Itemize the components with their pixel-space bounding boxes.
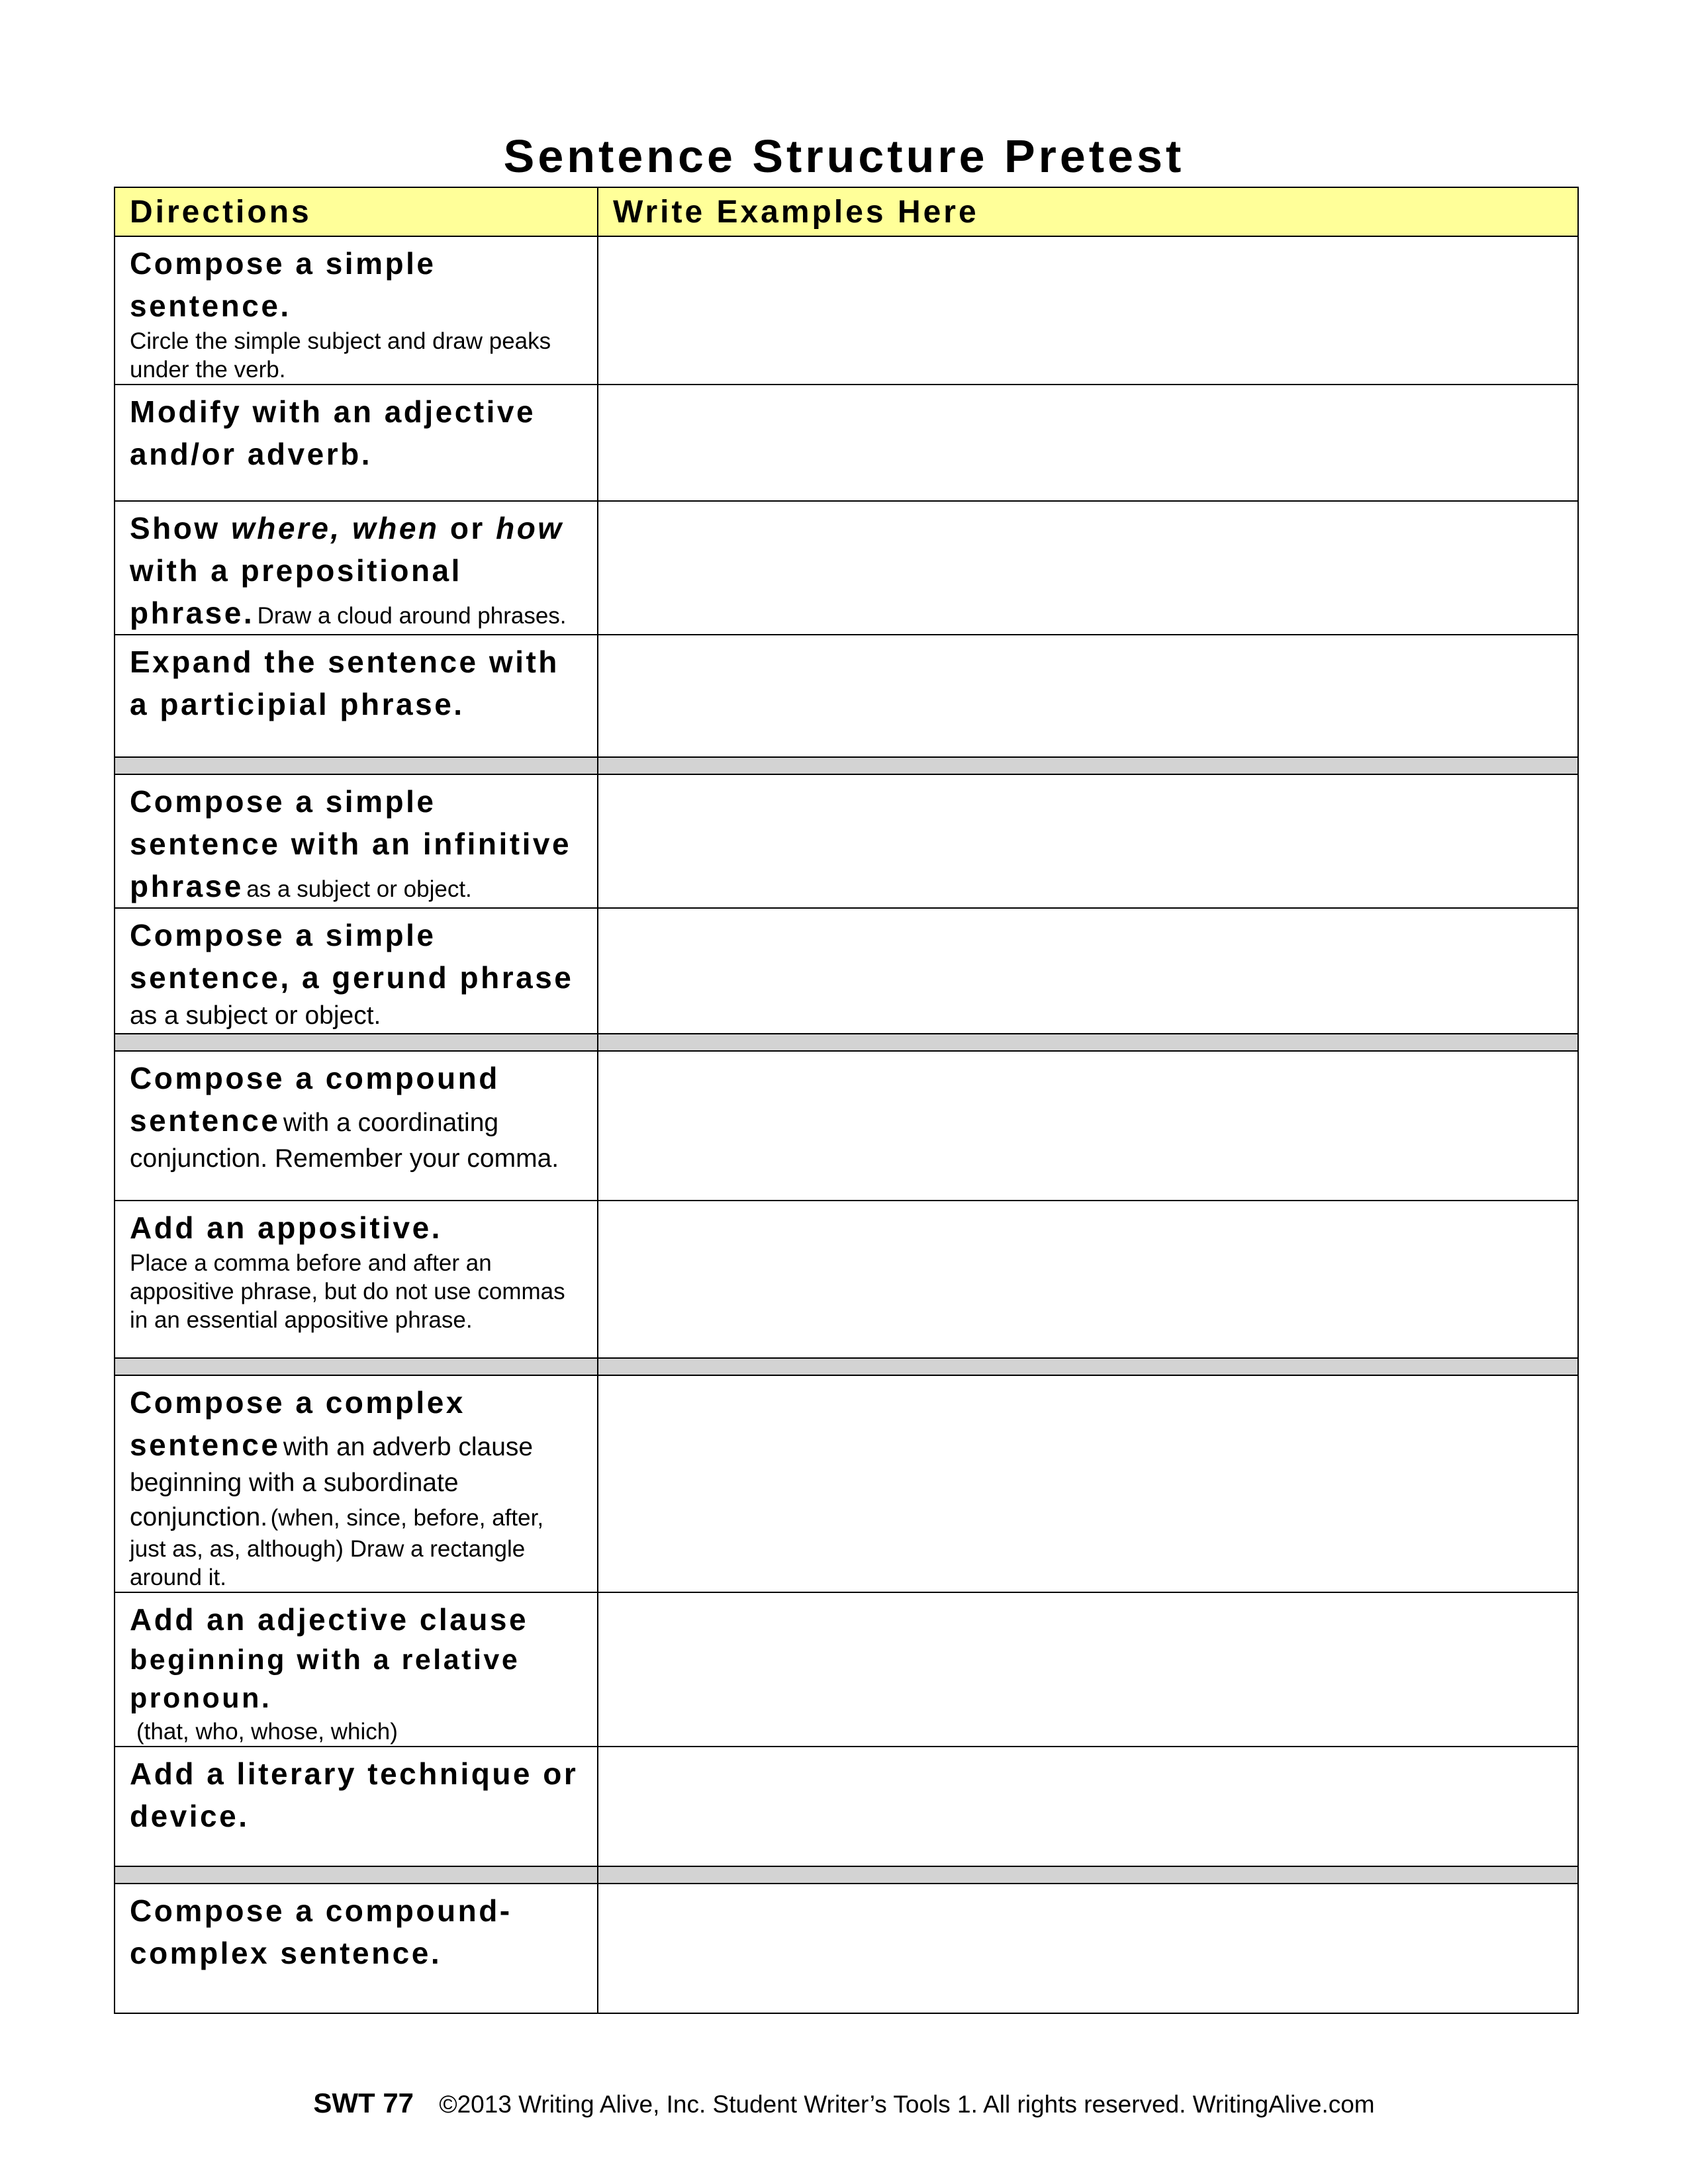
direction-cell <box>115 1747 598 1866</box>
direction-word-how: how <box>496 511 564 545</box>
example-answer-cell[interactable] <box>598 635 1578 757</box>
direction-note: with a coordinating conjunction. Remember your comma. <box>130 1109 559 1173</box>
example-answer-cell[interactable] <box>598 1747 1578 1866</box>
table-row <box>115 774 1578 908</box>
example-answer-cell[interactable] <box>598 1051 1578 1201</box>
direction-title: Modify with an adjective and/or adverb. <box>130 394 536 471</box>
direction-note: as a subject or object. <box>246 876 472 902</box>
directions-header: Directions <box>115 187 598 236</box>
direction-cell <box>115 635 598 757</box>
direction-cell <box>115 1884 598 2013</box>
page-footer <box>0 2087 1688 2119</box>
direction-title: with a prepositional phrase. <box>130 553 462 630</box>
direction-title: Add an adjective clause <box>130 1602 529 1637</box>
direction-note: Draw a cloud around phrases. <box>257 603 567 629</box>
direction-title: Compose a simple sentence with an infinitive phrase <box>130 784 572 903</box>
example-answer-cell[interactable] <box>598 774 1578 908</box>
direction-title: Compose a compound sentence <box>130 1061 500 1138</box>
direction-cell <box>115 908 598 1034</box>
direction-cell <box>115 1051 598 1201</box>
direction-note: (that, who, whose, which) <box>136 1719 398 1745</box>
direction-title: Compose a simple sentence. <box>130 246 436 323</box>
table-row <box>115 1051 1578 1201</box>
section-divider <box>115 1358 1578 1375</box>
example-answer-cell[interactable] <box>598 236 1578 385</box>
direction-word-show: Show <box>130 511 220 545</box>
table-row <box>115 236 1578 385</box>
example-answer-cell[interactable] <box>598 385 1578 501</box>
pretest-table <box>114 187 1579 2014</box>
example-answer-cell[interactable] <box>598 908 1578 1034</box>
table-row <box>115 908 1578 1034</box>
direction-note-extra: (when, since, before, after, just as, as, although) Draw a rectangle around it. <box>130 1505 544 1590</box>
direction-title: Add an appositive. <box>130 1210 442 1245</box>
section-divider <box>115 1034 1578 1051</box>
examples-header: Write Examples Here <box>598 187 1578 236</box>
direction-subtitle: beginning with a relative pronoun. <box>130 1644 520 1714</box>
direction-cell <box>115 774 598 908</box>
direction-note: Circle the simple subject and draw peaks under the verb. <box>130 328 551 383</box>
example-answer-cell[interactable] <box>598 1884 1578 2013</box>
footer-code: SWT 77 <box>313 2087 414 2118</box>
direction-title: Expand the sentence with a participial phrase. <box>130 645 559 721</box>
table-row <box>115 635 1578 757</box>
direction-cell <box>115 236 598 385</box>
direction-note: with an adverb clause beginning with a subordinate conjunction. <box>130 1433 534 1531</box>
section-divider <box>115 1866 1578 1884</box>
direction-word-where-when: where, when <box>230 511 440 545</box>
footer-copyright: ©2013 Writing Alive, Inc. Student Writer’s Tools 1. All rights reserved. WritingAlive.com <box>439 2091 1375 2118</box>
direction-cell <box>115 501 598 635</box>
direction-note: Place a comma before and after an appositive phrase, but do not use commas in an essential appositive phrase. <box>130 1250 565 1333</box>
table-row <box>115 1592 1578 1747</box>
direction-note: as a subject or object. <box>130 1001 381 1030</box>
example-answer-cell[interactable] <box>598 1592 1578 1747</box>
direction-title: Compose a simple sentence, a gerund phrase <box>130 918 574 995</box>
table-row <box>115 1747 1578 1866</box>
direction-word-or: or <box>449 511 485 545</box>
table-row <box>115 1201 1578 1358</box>
direction-title: Compose a complex sentence <box>130 1385 465 1462</box>
table-row <box>115 501 1578 635</box>
direction-cell <box>115 1592 598 1747</box>
table-row <box>115 1375 1578 1592</box>
example-answer-cell[interactable] <box>598 501 1578 635</box>
example-answer-cell[interactable] <box>598 1201 1578 1358</box>
direction-cell <box>115 1201 598 1358</box>
direction-cell <box>115 1375 598 1592</box>
page-title: Sentence Structure Pretest <box>503 130 1185 182</box>
example-answer-cell[interactable] <box>598 1375 1578 1592</box>
table-row <box>115 385 1578 501</box>
section-divider <box>115 757 1578 774</box>
direction-title: Add a literary technique or device. <box>130 1756 579 1833</box>
direction-title: Compose a compound-complex sentence. <box>130 1893 512 1970</box>
table-header-row <box>115 187 1578 236</box>
table-row <box>115 1884 1578 2013</box>
direction-cell <box>115 385 598 501</box>
